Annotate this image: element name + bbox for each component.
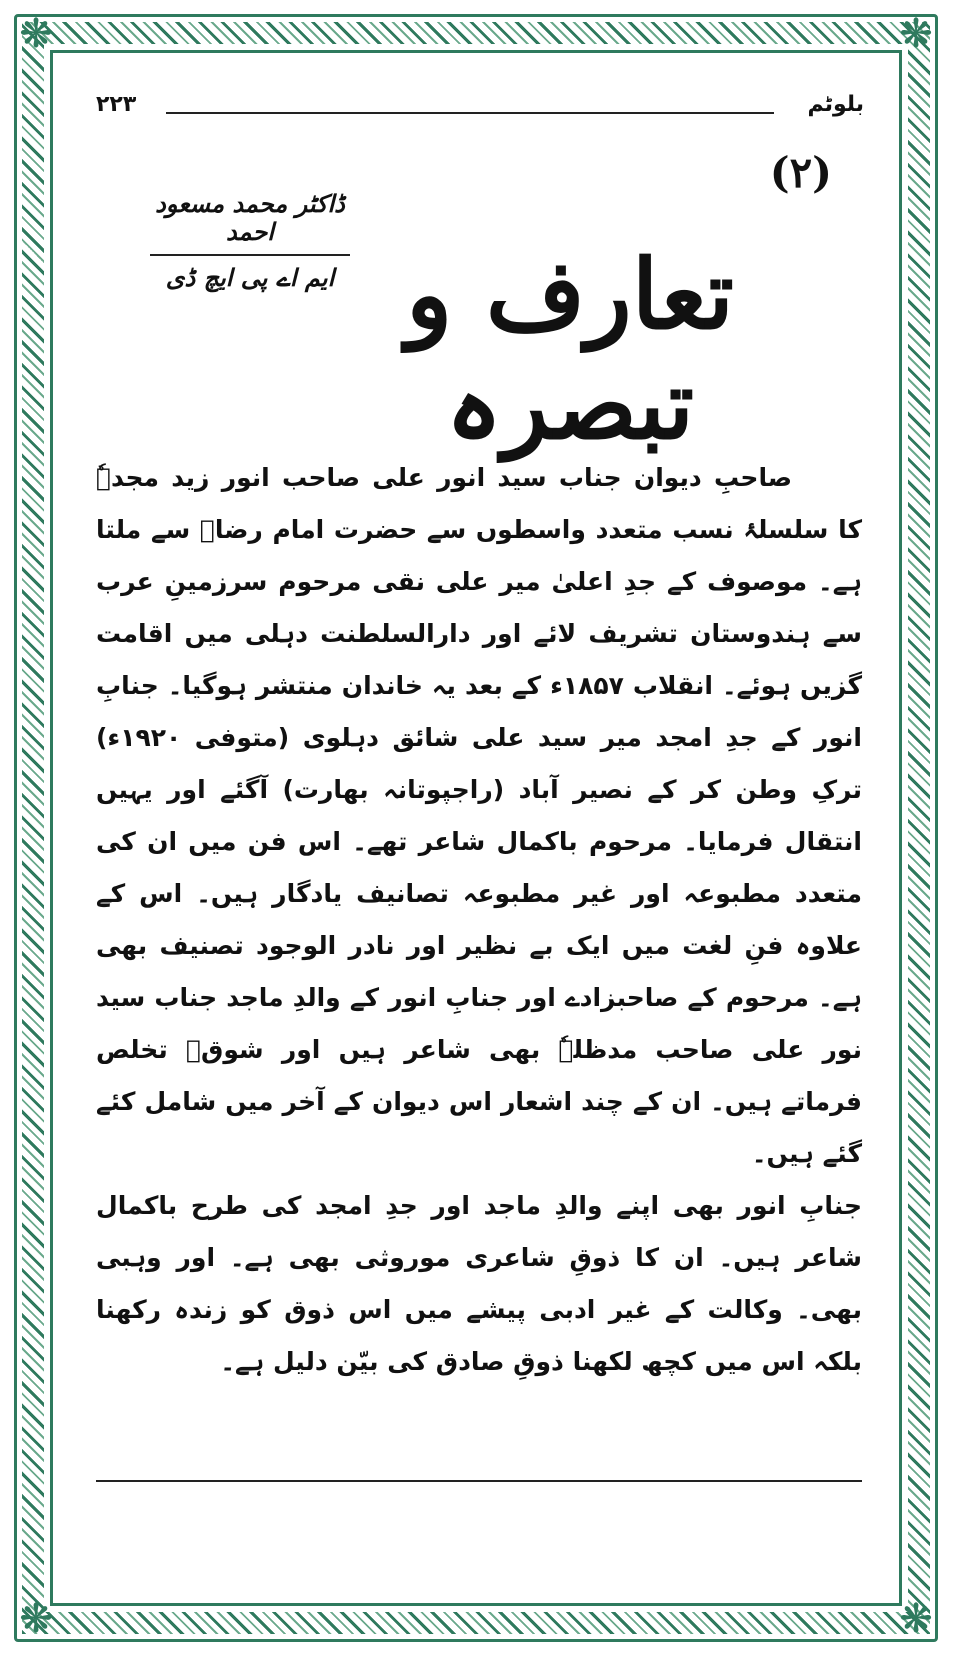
corner-ornament-icon: ❋ [899, 1596, 933, 1642]
page-header [96, 92, 864, 122]
paragraph-1: صاحبِ دیوان جناب سید انور علی صاحب انور زید مجدہٗ کا سلسلۂ نسب متعدد واسطوں سے حضرت امام رضاؒ سے ملتا ہے۔ موصوف کے جدِ اعلیٰ میر علی نقی مرحوم سرزمینِ عرب سے ہندوستان تشریف لائے اور دارالسلطنت دہلی میں اقامت گزیں ہوئے۔ انقلاب ۱۸۵۷ء کے بعد یہ خاندان منتشر ہوگیا۔ جنابِ انور کے جدِ امجد میر سید علی شائق دہلوی (متوفی ۱۹۲۰ء) ترکِ وطن کر کے نصیر آباد (راجپوتانہ بھارت) آگئے اور یہیں انتقال فرمایا۔ مرحوم باکمال شاعر تھے۔ اس فن میں ان کی متعدد مطبوعہ اور غیر مطبوعہ تصانیف یادگار ہیں۔ اس کے علاوہ فنِ لغت میں ایک بے نظیر اور نادر الوجود تصنیف بھی ہے۔ مرحوم کے صاحبزادے اور جنابِ انور کے والدِ ماجد جناب سید نور علی صاحب مدظلہٗ بھی شاعر ہیں اور شوقؔ تخلص فرماتے ہیں۔ ان کے چند اشعار اس دیوان کے آخر میں شامل کئے گئے ہیں۔ [96, 463, 862, 1168]
section-number: (۲) [769, 148, 832, 197]
page-number: ۲۲۳ [96, 92, 137, 117]
author-block [150, 190, 350, 292]
corner-ornament-icon: ❋ [19, 11, 53, 57]
corner-ornament-icon: ❋ [19, 1596, 53, 1642]
footer-rule [96, 1480, 862, 1482]
author-name: ڈاکٹر محمد مسعود احمد [150, 190, 350, 256]
corner-ornament-icon: ❋ [899, 11, 933, 57]
running-head: بلوٹم [807, 92, 864, 117]
article-body [96, 452, 862, 1388]
paragraph-2: جنابِ انور بھی اپنے والدِ ماجد اور جدِ امجد کی طرح باکمال شاعر ہیں۔ ان کا ذوقِ شاعری موروثی بھی ہے۔ اور وہبی بھی۔ وکالت کے غیر ادبی پیشے میں اس ذوق کو زندہ رکھنا بلکہ اس میں کچھ لکھنا ذوقِ صادق کی بیّن دلیل ہے۔ [96, 1191, 862, 1376]
header-rule [166, 112, 774, 114]
page-title: تعارف و تبصرہ [406, 238, 734, 462]
author-degree: ایم اے پی ایچ ڈی [165, 264, 335, 292]
